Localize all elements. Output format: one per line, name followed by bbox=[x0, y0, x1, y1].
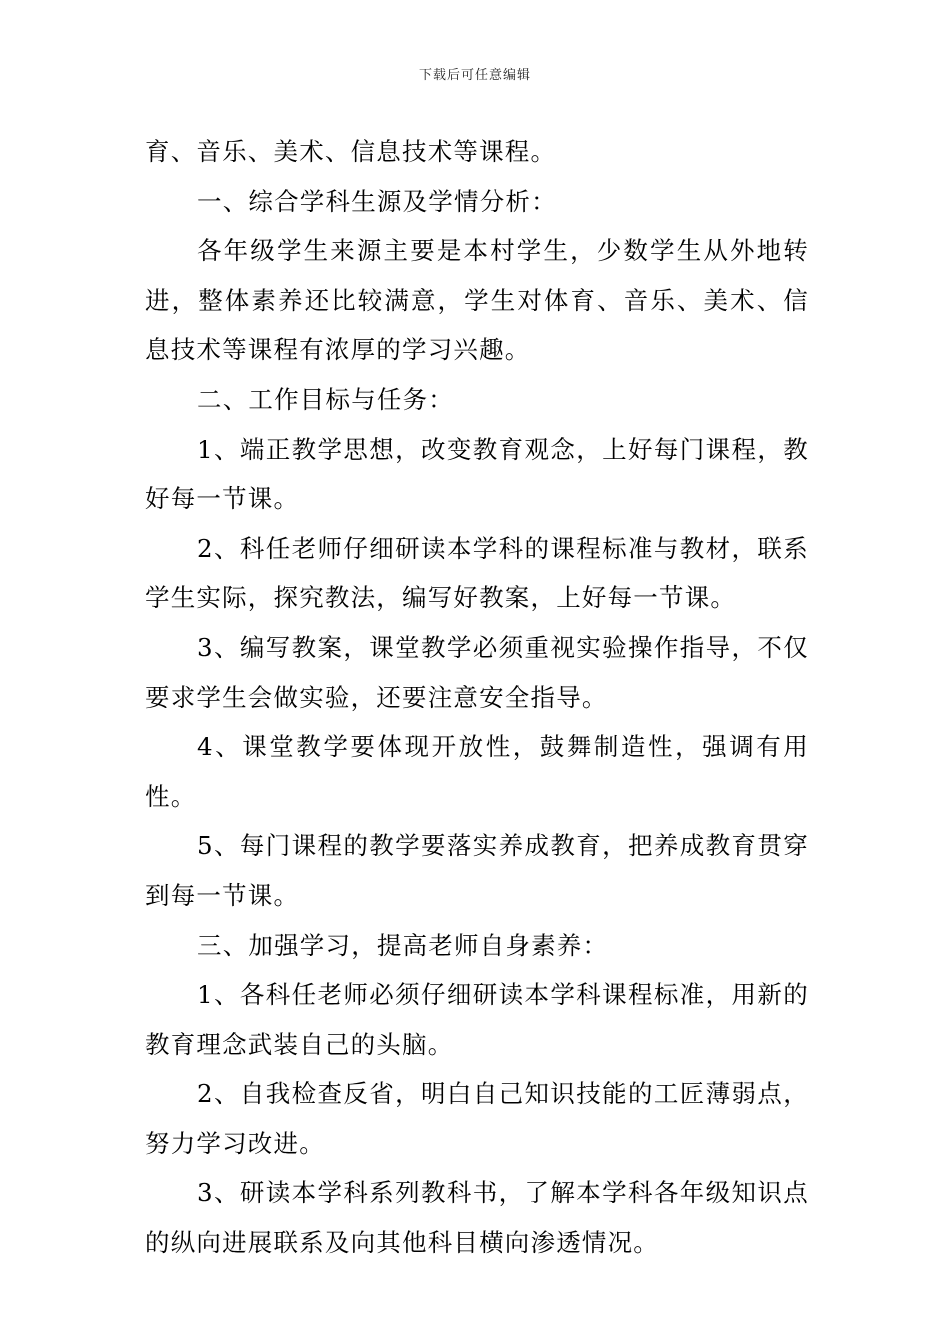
list-item-study-2: 2、自我检查反省，明白自己知识技能的工匠薄弱点，努力学习改进。 bbox=[145, 1079, 809, 1158]
page-header: 下载后可任意编辑 bbox=[418, 68, 531, 83]
list-item-study-3: 3、研读本学科系列教科书，了解本学科各年级知识点的纵向进展联系及向其他科目横向渗透情况。 bbox=[145, 1178, 809, 1258]
section-heading-1: 一、综合学科生源及学情分析： bbox=[197, 186, 557, 216]
list-item-study-1: 1、各科任老师必须仔细研读本学科课程标准，用新的教育理念武装自己的头脑。 bbox=[145, 980, 809, 1059]
list-item-goal-2: 2、科任老师仔细研读本学科的课程标准与教材，联系学生实际，探究教法，编写好教案，上好每一节课。 bbox=[145, 533, 809, 613]
paragraph-student-analysis: 各年级学生来源主要是本村学生，少数学生从外地转进，整体素养还比较满意，学生对体育、音乐、美术、信息技术等课程有浓厚的学习兴趣。 bbox=[145, 236, 809, 365]
list-item-goal-1: 1、端正教学思想，改变教育观念，上好每门课程，教好每一节课。 bbox=[145, 434, 809, 514]
document-body bbox=[145, 127, 809, 1268]
section-heading-2: 二、工作目标与任务： bbox=[197, 384, 454, 414]
section-heading-3: 三、加强学习，提高老师自身素养： bbox=[197, 930, 609, 960]
list-item-goal-5: 5、每门课程的教学要落实养成教育，把养成教育贯穿到每一节课。 bbox=[145, 831, 809, 910]
paragraph-intro-continued: 育、音乐、美术、信息技术等课程。 bbox=[145, 137, 557, 166]
list-item-goal-3: 3、编写教案，课堂教学必须重视实验操作指导，不仅要求学生会做实验，还要注意安全指导。 bbox=[145, 632, 809, 712]
list-item-goal-4: 4、课堂教学要体现开放性，鼓舞制造性，强调有用性。 bbox=[145, 732, 809, 811]
